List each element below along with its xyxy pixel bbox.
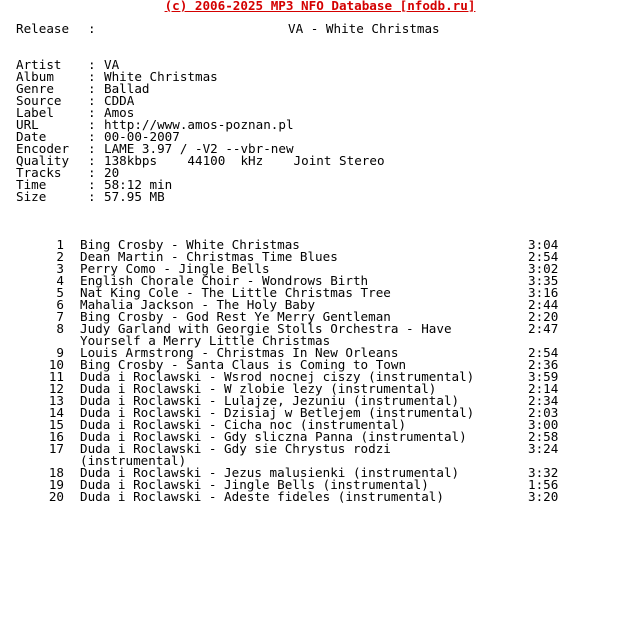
track-duration: 2:54 [528,345,559,360]
track-title: Louis Armstrong - Christmas In New Orleans [80,345,399,360]
track-number: 3 [56,261,64,276]
release-line [16,23,640,37]
release-title: VA - White Christmas [288,21,440,36]
info-separator: : [88,81,96,96]
track-number: 18 [48,465,64,480]
track-number: 6 [56,297,64,312]
track-number: 12 [48,381,64,396]
tracklist [0,239,640,503]
info-value: 20 [104,165,120,180]
track-title: English Chorale Choir - Wondrows Birth [80,273,369,288]
track-duration: 3:00 [528,417,559,432]
track-title: Dean Martin - Christmas Time Blues [80,249,338,264]
track-duration: 3:24 [528,441,559,456]
release-separator: : [88,21,96,36]
info-key: Size [16,189,47,204]
track-title: Duda i Roclawski - Cicha noc (instrumental) [80,417,407,432]
site-banner-link[interactable]: (c) 2006-2025 MP3 NFO Database [nfodb.ru] [164,0,476,13]
track-duration: 3:02 [528,261,559,276]
info-value: LAME 3.97 / -V2 --vbr-new [104,141,294,156]
track-duration: 2:47 [528,321,559,336]
track-duration: 2:58 [528,429,559,444]
release-info-block [16,59,516,203]
track-title: Duda i Roclawski - Jingle Bells (instrumental) [80,477,429,492]
track-title: Duda i Roclawski - Adeste fideles (instrumental) [80,489,444,504]
info-value: CDDA [104,93,135,108]
track-title: Duda i Roclawski - Wsrod nocnej ciszy (instrumental) [80,369,475,384]
track-title: Duda i Roclawski - Gdy sliczna Panna (instrumental) [80,429,467,444]
track-title: Duda i Roclawski - Dzisiaj w Betlejem (instrumental) [80,405,475,420]
track-number: 11 [48,369,64,384]
info-separator: : [88,189,96,204]
track-row [0,491,640,503]
track-row [0,323,640,347]
track-number: 14 [48,405,64,420]
info-value: 57.95 MB [104,189,165,204]
track-title: Mahalia Jackson - The Holy Baby [80,297,316,312]
track-title: Bing Crosby - God Rest Ye Merry Gentleman [80,309,391,324]
track-number: 20 [48,489,64,504]
info-value: VA [104,57,120,72]
track-number: 9 [56,345,64,360]
info-value: 138kbps 44100 kHz Joint Stereo [104,153,385,168]
track-row [0,443,640,467]
info-key: Tracks [16,165,62,180]
track-duration: 3:04 [528,237,559,252]
track-number: 1 [56,237,64,252]
track-duration: 2:20 [528,309,559,324]
info-key: Date [16,129,47,144]
track-duration: 3:32 [528,465,559,480]
track-title: Duda i Roclawski - W zlobie lezy (instrumental) [80,381,437,396]
info-key: Artist [16,57,62,72]
track-number: 15 [48,417,64,432]
track-duration: 3:20 [528,489,559,504]
info-separator: : [88,129,96,144]
track-number: 2 [56,249,64,264]
info-value: 58:12 min [104,177,173,192]
info-key: Source [16,93,62,108]
track-number: 4 [56,273,64,288]
info-key: Time [16,177,47,192]
track-number: 8 [56,321,64,336]
track-number: 19 [48,477,64,492]
info-value: Ballad [104,81,150,96]
info-separator: : [88,177,96,192]
track-duration: 2:14 [528,381,559,396]
track-duration: 3:59 [528,369,559,384]
track-number: 10 [48,357,64,372]
info-value: Amos [104,105,135,120]
track-title: Nat King Cole - The Little Christmas Tree [80,285,391,300]
info-key: Encoder [16,141,70,156]
info-value: http://www.amos-poznan.pl [104,117,294,132]
info-key: URL [16,117,39,132]
track-number: 13 [48,393,64,408]
track-title: Bing Crosby - White Christmas [80,237,300,252]
track-title: Judy Garland with Georgie Stolls Orchestra - Have Yourself a Merry Little Christmas [80,321,452,348]
track-title: Bing Crosby - Santa Claus is Coming to Town [80,357,407,372]
track-duration: 1:56 [528,477,559,492]
info-separator: : [88,93,96,108]
track-duration: 3:35 [528,273,559,288]
info-value: 00-00-2007 [104,129,180,144]
track-duration: 2:54 [528,249,559,264]
track-duration: 2:36 [528,357,559,372]
info-separator: : [88,141,96,156]
track-duration: 3:16 [528,285,559,300]
info-key: Label [16,105,54,120]
info-separator: : [88,117,96,132]
track-number: 5 [56,285,64,300]
track-duration: 2:03 [528,405,559,420]
track-number: 17 [48,441,64,456]
track-title: Duda i Roclawski - Lulajze, Jezuniu (instrumental) [80,393,460,408]
release-label: Release [16,21,70,36]
track-number: 7 [56,309,64,324]
track-number: 16 [48,429,64,444]
track-duration: 2:44 [528,297,559,312]
info-key: Genre [16,81,54,96]
info-row-size [16,191,516,203]
track-title: Duda i Roclawski - Gdy sie Chrystus rodzi (instrumental) [80,441,391,468]
info-key: Quality [16,153,70,168]
track-title: Duda i Roclawski - Jezus malusienki (instrumental) [80,465,460,480]
track-title: Perry Como - Jingle Bells [80,261,270,276]
info-separator: : [88,153,96,168]
info-separator: : [88,57,96,72]
info-key: Album [16,69,54,84]
track-duration: 2:34 [528,393,559,408]
info-value: White Christmas [104,69,218,84]
info-separator: : [88,69,96,84]
info-separator: : [88,105,96,120]
info-separator: : [88,165,96,180]
